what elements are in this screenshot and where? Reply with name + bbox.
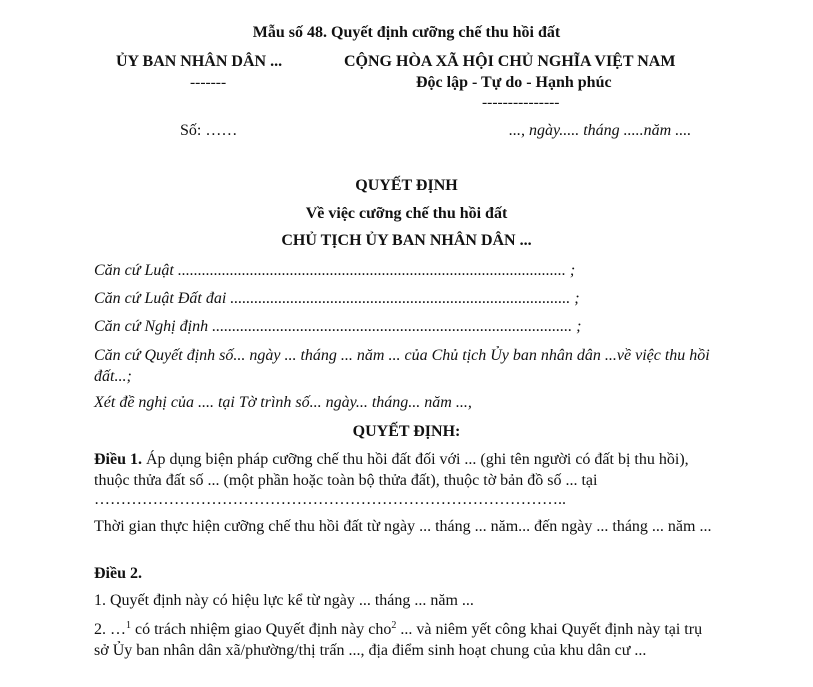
document-number: Số: …… [180, 122, 238, 139]
article-2-item-1: 1. Quyết định này có hiệu lực kể từ ngày ... tháng ... năm ... [94, 592, 474, 609]
item-2-text-b: ... và niêm yết công khai Quyết định này tại trụ sở Ủy ban nhân dân xã/phường/thị trấn ..., địa điểm sinh hoạt chung của khu dân cư ... [94, 621, 703, 659]
form-title: Mẫu số 48. Quyết định cưỡng chế thu hồi đất [252, 24, 561, 41]
article-1-label: Điều 1. [94, 451, 142, 468]
basis-land-law: Căn cứ Luật Đất đai ..................................................................................... ; [94, 290, 580, 307]
motto-rule: --------------- [482, 94, 560, 111]
item-2-text-a: có trách nhiệm giao Quyết định này cho [131, 621, 392, 638]
item-2-number: 2. … [94, 621, 126, 638]
decision-authority: CHỦ TỊCH ỦY BAN NHÂN DÂN ... [281, 232, 532, 249]
article-1 [94, 449, 718, 491]
basis-decision: Căn cứ Quyết định số... ngày ... tháng ... năm ... của Chủ tịch Ủy ban nhân dân ...về việc thu hồi đất...; [94, 347, 710, 385]
article-1-time: Thời gian thực hiện cưỡng chế thu hồi đất từ ngày ... tháng ... năm... đến ngày ... tháng ... năm ... [94, 518, 712, 535]
republic-name: CỘNG HÒA XÃ HỘI CHỦ NGHĨA VIỆT NAM [344, 53, 676, 70]
footnote-ref-2[interactable]: 2 [391, 620, 397, 631]
decides-heading: QUYẾT ĐỊNH: [352, 423, 461, 440]
basis-decree: Căn cứ Nghị định .......................................................................................... ; [94, 318, 582, 335]
issue-date-line: ..., ngày..... tháng .....năm .... [509, 122, 692, 139]
article-1-text: Áp dụng biện pháp cưỡng chế thu hồi đất đối với ... (ghi tên người có đất bị thu hồi), thuộc thửa đất số ... (một phần hoặc toàn bộ thửa đất), thuộc tờ bản đồ số ... tại [94, 451, 689, 489]
decision-heading: QUYẾT ĐỊNH [355, 177, 458, 194]
article-2-label: Điều 2. [94, 565, 142, 582]
decision-subject: Về việc cưỡng chế thu hồi đất [305, 205, 508, 222]
basis-proposal: Xét đề nghị của .... tại Tờ trình số... ngày... tháng... năm ..., [94, 394, 472, 411]
article-2-item-2 [94, 619, 718, 661]
article-1-dots: …………………………………………………………………………….. [94, 491, 566, 508]
footnote-ref-1[interactable]: 1 [126, 620, 131, 631]
national-motto: Độc lập - Tự do - Hạnh phúc [416, 74, 612, 91]
basis-law: Căn cứ Luật ................................................................................................. ; [94, 262, 576, 279]
agency-rule: ------- [190, 74, 227, 91]
agency-name: ỦY BAN NHÂN DÂN ... [116, 53, 283, 70]
